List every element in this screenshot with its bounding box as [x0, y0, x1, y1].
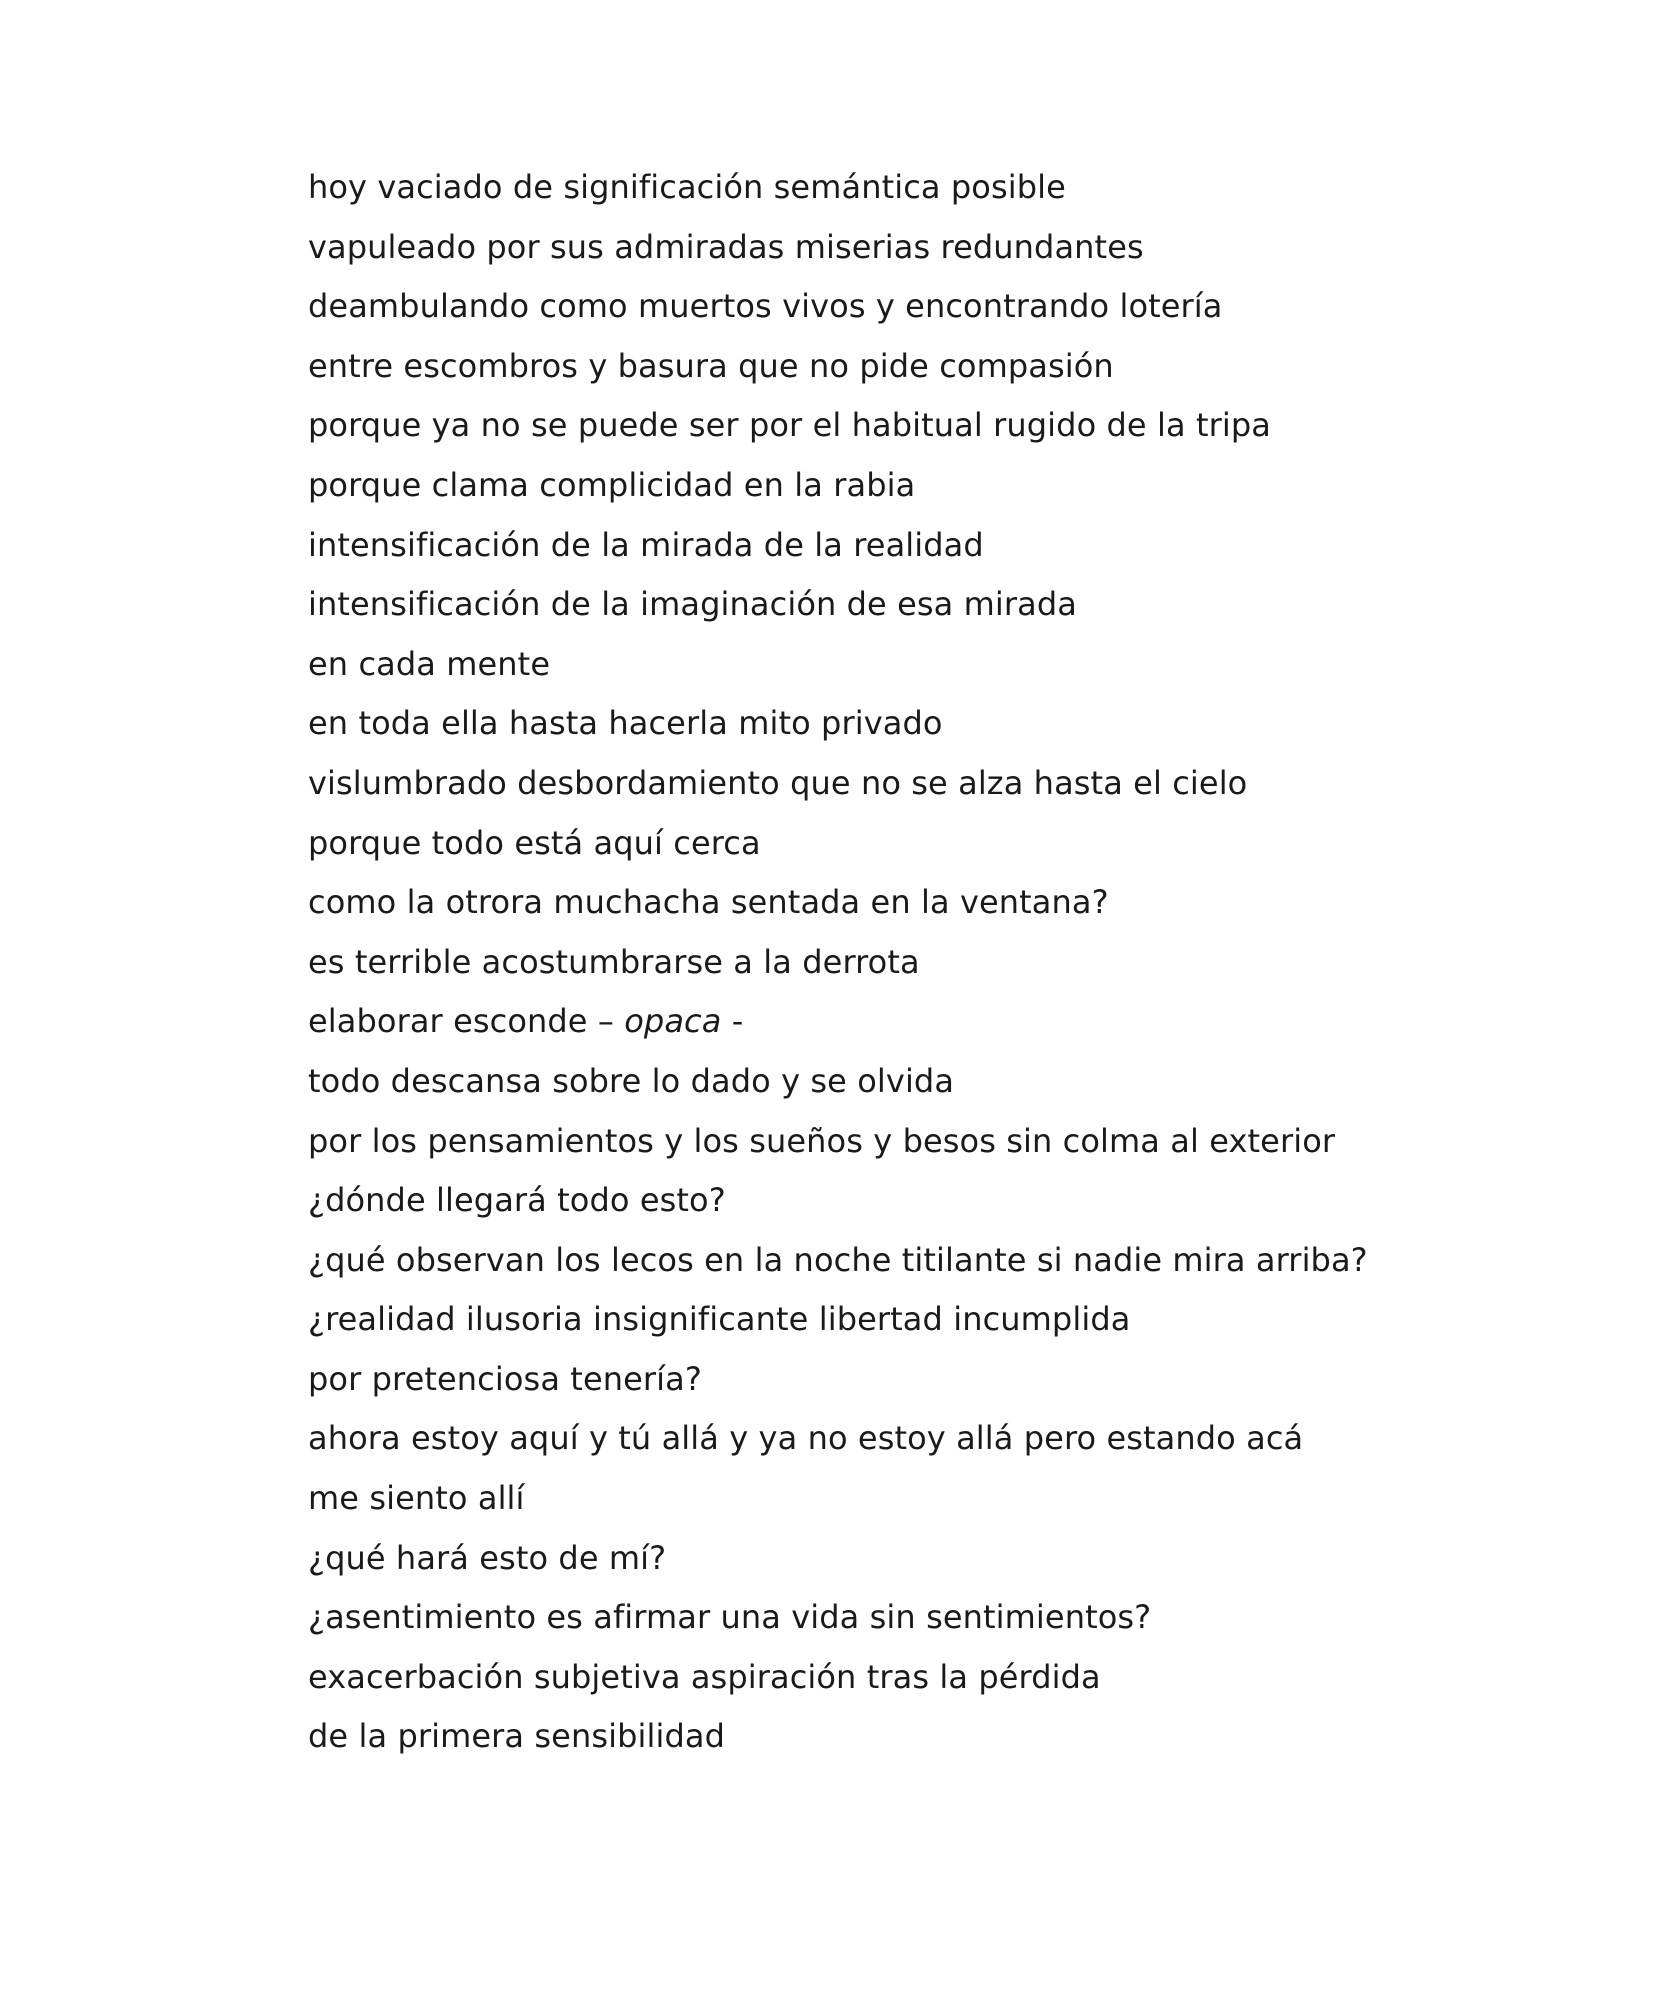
poem-line: ahora estoy aquí y tú allá y ya no estoy allá pero estando acá: [308, 1419, 1304, 1458]
poem-line: porque clama complicidad en la rabia: [308, 465, 916, 504]
poem-line: porque ya no se puede ser por el habitual rugido de la tripa: [308, 406, 1271, 445]
poem-line: por los pensamientos y los sueños y besos sin colma al exterior: [308, 1121, 1336, 1160]
poem-line: en cada mente: [308, 644, 551, 683]
poem-line: vapuleado por sus admiradas miserias redundantes: [308, 227, 1144, 266]
poem-line: ¿qué observan los lecos en la noche titilante si nadie mira arriba?: [308, 1240, 1368, 1279]
line-suffix: -: [721, 1002, 744, 1041]
poem-line: de la primera sensibilidad: [308, 1717, 726, 1756]
poem-line: como la otrora muchacha sentada en la ventana?: [308, 883, 1109, 922]
poem-line: exacerbación subjetiva aspiración tras la pérdida: [308, 1657, 1101, 1696]
poem-line: ¿dónde llegará todo esto?: [308, 1181, 726, 1220]
poem-line: ¿asentimiento es afirmar una vida sin sentimientos?: [308, 1598, 1152, 1637]
poem-line: intensificación de la imaginación de esa mirada: [308, 585, 1078, 624]
poem-line: intensificación de la mirada de la realidad: [308, 525, 984, 564]
poem-line: por pretenciosa tenería?: [308, 1359, 702, 1398]
poem-line: hoy vaciado de significación semántica posible: [308, 168, 1066, 206]
line-prefix: elaborar esconde –: [308, 1002, 625, 1041]
poem-line: me siento allí: [308, 1479, 525, 1518]
poem-line-with-italic: [308, 992, 1508, 1052]
poem-line: deambulando como muertos vivos y encontrando lotería: [308, 287, 1223, 326]
poem-line: entre escombros y basura que no pide compasión: [308, 346, 1114, 385]
poem-line: ¿qué hará esto de mí?: [308, 1538, 667, 1577]
poem-line: vislumbrado desbordamiento que no se alza hasta el cielo: [308, 763, 1248, 802]
poem-line: ¿realidad ilusoria insignificante libertad incumplida: [308, 1300, 1131, 1339]
poem-text: [308, 158, 1508, 1767]
poem-line: todo descansa sobre lo dado y se olvida: [308, 1061, 955, 1100]
italic-word: opaca: [624, 1002, 722, 1041]
poem-line: porque todo está aquí cerca: [308, 823, 761, 862]
poem-line: es terrible acostumbrarse a la derrota: [308, 942, 920, 981]
poem-line: en toda ella hasta hacerla mito privado: [308, 704, 943, 743]
